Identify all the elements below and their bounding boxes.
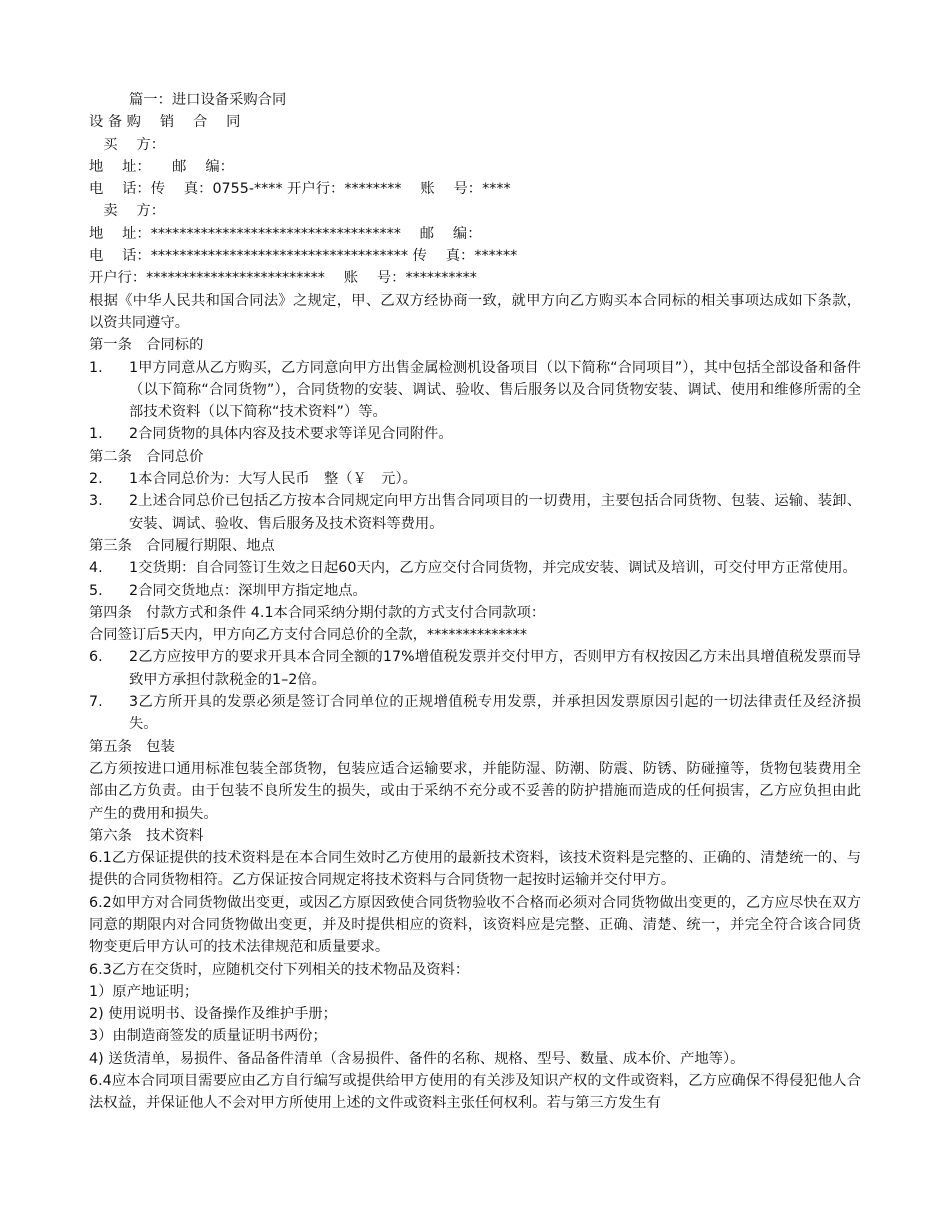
list-item [89, 468, 861, 490]
item-text: 1交货期：自合同签订生效之日起60天内，乙方应交付合同货物，并完成安装、调试及培训，可交付甲方正常使用。 [129, 560, 857, 577]
seller-contact: 电 话：************************************ 传 真：****** [89, 248, 518, 265]
item-number: 3. [89, 493, 103, 510]
clause-6-3: 6.3乙方在交货时，应随机交付下列相关的技术物品及资料： [89, 961, 470, 978]
contract-title: 设 备 购 销 合 同 [89, 114, 241, 131]
buyer-address: 地 址： 邮 编： [89, 158, 234, 175]
article-3-title: 第三条 合同履行期限、地点 [89, 537, 275, 554]
item-text: 3乙方所开具的发票必须是签订合同单位的正规增值税专用发票，并承担因发票原因引起的一切法律责任及经济损失。 [129, 694, 861, 733]
seller-address: 地 址：*********************************** 邮 编： [89, 225, 482, 242]
item-text: 2乙方应按甲方的要求开具本合同全额的17%增值税发票并交付甲方，否则甲方有权按因乙方未出具增值税发票而导致甲方承担付款税金的1–2倍。 [129, 649, 861, 688]
list-item [89, 557, 861, 579]
seller-bank: 开户行：************************* 账 号：********** [89, 270, 477, 287]
intro-paragraph: 根据《中华人民共和国合同法》之规定，甲、乙双方经协商一致，就甲方向乙方购买本合同标的相关事项达成如下条款，以资共同遵守。 [89, 292, 861, 331]
clause-6-1: 6.1乙方保证提供的技术资料是在本合同生效时乙方使用的最新技术资料，该技术资料是完整的、正确的、清楚统一的、与提供的合同货物相符。乙方保证按合同规定将技术资料与合同货物一起按时运输并交付甲方。 [89, 850, 861, 889]
clause-6-4: 6.4应本合同项目需要应由乙方自行编写或提供给甲方使用的有关涉及知识产权的文件或资料，乙方应确保不得侵犯他人合法权益，并保证他人不会对甲方所使用上述的文件或资料主张任何权利。若与第三方发生有 [89, 1073, 861, 1112]
contract-document [89, 89, 861, 1115]
item-text: 2合同货物的具体内容及技术要求等详见合同附件。 [129, 426, 453, 443]
list-item: 2) 使用说明书、设备操作及维护手册； [89, 1006, 337, 1023]
item-text: 2上述合同总价已包括乙方按本合同规定向甲方出售合同项目的一切费用，主要包括合同货物、包装、运输、装卸、安装、调试、验收、售后服务及技术资料等费用。 [129, 493, 861, 532]
seller-label: 卖 方： [89, 203, 166, 220]
item-number: 1. [89, 426, 103, 443]
article-4-title: 第四条 付款方式和条件 4.1本合同采纳分期付款的方式支付合同款项： [89, 604, 546, 621]
item-number: 7. [89, 694, 103, 711]
list-item [89, 423, 861, 445]
item-number: 2. [89, 471, 103, 488]
clause-6-2: 6.2如甲方对合同货物做出变更，或因乙方原因致使合同货物验收不合格而必须对合同货物做出变更的，乙方应尽快在双方同意的期限内对合同货物做出变更，并及时提供相应的资料，该资料应是完整、正确、清楚、统一，并完全符合该合同货物变更后甲方认可的技术法律规范和质量要求。 [89, 894, 861, 956]
document-heading: 篇一：进口设备采购合同 [129, 92, 287, 108]
article-5-text: 乙方须按进口通用标准包装全部货物，包装应适合运输要求，并能防湿、防潮、防震、防锈、防碰撞等，货物包装费用全部由乙方负责。由于包装不良所发生的损失，或由于采纳不充分或不妥善的防护措施而造成的任何损害，乙方应负担由此产生的费用和损失。 [89, 760, 861, 822]
list-item [89, 357, 861, 424]
list-item: 4) 送货清单，易损件、备品备件清单（含易损件、备件的名称、规格、型号、数量、成本价、产地等）。 [89, 1050, 745, 1067]
list-item [89, 580, 861, 602]
article-6-title: 第六条 技术资料 [89, 827, 204, 844]
article-1-title: 第一条 合同标的 [89, 337, 204, 354]
item-number: 1. [89, 359, 103, 376]
list-item [89, 691, 861, 736]
article-5-title: 第五条 包装 [89, 738, 175, 755]
list-item: 3）由制造商签发的质量证明书两份； [89, 1028, 327, 1045]
buyer-label: 买 方： [89, 136, 166, 153]
item-text: 1甲方同意从乙方购买，乙方同意向甲方出售金属检测机设备项目（以下简称“合同项目”），其中包括全部设备和备件（以下简称“合同货物”），合同货物的安装、调试、验收、售后服务以及合同货物安装、调试、使用和维修所需的全部技术资料（以下简称“技术资料”）等。 [129, 359, 861, 421]
buyer-contact: 电 话：传 真：0755-**** 开户行：******** 账 号：**** [89, 181, 511, 198]
article-2-title: 第二条 合同总价 [89, 448, 204, 465]
list-item: 1）原产地证明； [89, 983, 199, 1000]
item-number: 6. [89, 649, 103, 666]
item-text: 1本合同总价为：大写人民币 整（￥ 元）。 [129, 471, 417, 488]
list-item [89, 646, 861, 691]
item-text: 2合同交货地点：深圳甲方指定地点。 [129, 582, 367, 599]
item-number: 4. [89, 560, 103, 577]
article-4-payment: 合同签订后5天内，甲方向乙方支付合同总价的全款，************** [89, 627, 527, 644]
item-number: 5. [89, 582, 103, 599]
list-item [89, 490, 861, 535]
